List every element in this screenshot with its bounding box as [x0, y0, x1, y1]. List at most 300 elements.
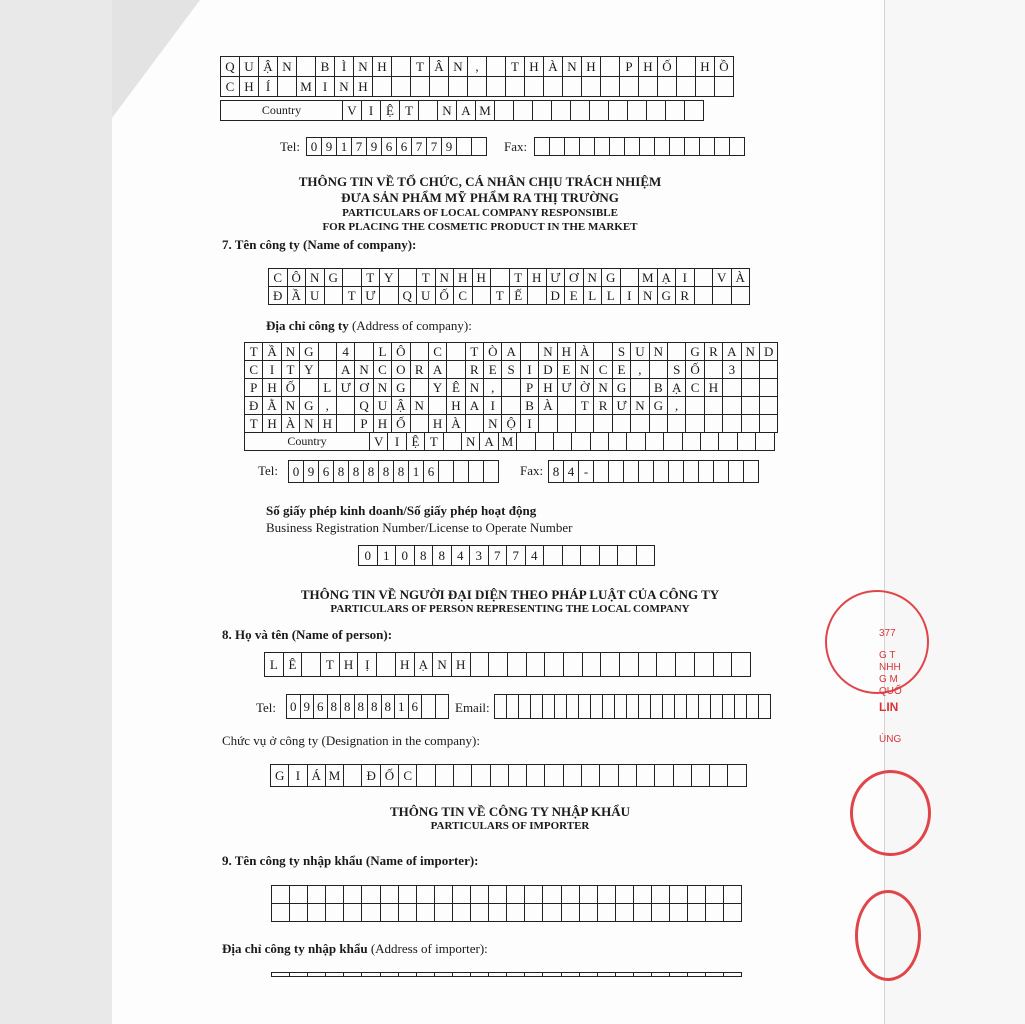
next-page-edge — [879, 0, 1025, 1024]
char-box — [723, 695, 735, 719]
char-box: H — [473, 269, 492, 287]
char-box — [411, 379, 429, 397]
person-tel-label: Tel: — [256, 700, 277, 715]
char-box: I — [362, 101, 381, 121]
char-box: 6 — [397, 138, 412, 156]
importer-name-grid — [271, 885, 742, 922]
char-box: H — [340, 653, 359, 677]
char-box: Ậ — [392, 397, 410, 415]
char-box: H — [263, 415, 281, 433]
company-tel-grid — [288, 460, 499, 483]
char-box — [601, 653, 620, 677]
char-box — [714, 461, 729, 483]
char-box: I — [621, 287, 640, 305]
char-box: 8 — [379, 461, 394, 483]
char-box: H — [240, 77, 259, 97]
char-box: 1 — [378, 546, 397, 566]
char-box: H — [539, 379, 557, 397]
char-box — [732, 653, 751, 677]
char-box — [742, 415, 760, 433]
char-box: N — [411, 397, 429, 415]
char-box: S — [613, 343, 631, 361]
char-box: Ư — [547, 269, 566, 287]
char-box: N — [484, 415, 502, 433]
char-box: 1 — [409, 461, 424, 483]
char-box: Á — [308, 765, 326, 787]
char-box: Ố — [392, 415, 410, 433]
char-box: V — [370, 433, 388, 451]
char-box: C — [221, 77, 240, 97]
char-box — [705, 361, 723, 379]
char-box: Đ — [269, 287, 288, 305]
char-box — [696, 77, 715, 97]
char-box — [714, 653, 733, 677]
char-box: H — [528, 269, 547, 287]
char-box: T — [510, 269, 529, 287]
char-box — [435, 904, 453, 922]
char-box — [507, 695, 519, 719]
stamp-text-5: QUỐ — [879, 686, 902, 697]
char-box — [272, 973, 290, 977]
char-box — [627, 695, 639, 719]
char-box — [658, 77, 677, 97]
char-box — [521, 343, 539, 361]
char-box — [674, 765, 692, 787]
char-box — [453, 973, 471, 977]
char-box: T — [245, 415, 263, 433]
char-box — [756, 433, 774, 451]
char-box: Ệ — [381, 101, 400, 121]
char-box — [325, 287, 344, 305]
char-box: Â — [430, 57, 449, 77]
char-box — [507, 886, 525, 904]
char-box — [685, 138, 700, 156]
char-box — [634, 904, 652, 922]
char-box — [652, 904, 670, 922]
char-box — [525, 886, 543, 904]
char-box — [580, 138, 595, 156]
char-box — [489, 886, 507, 904]
char-box — [308, 904, 326, 922]
char-box: 4 — [564, 461, 579, 483]
char-box: 0 — [359, 546, 378, 566]
char-box — [411, 343, 429, 361]
char-box — [487, 77, 506, 97]
section-importer-title-en: PARTICULARS OF IMPORTER — [430, 820, 590, 832]
char-box — [484, 461, 499, 483]
char-box — [469, 461, 484, 483]
char-box: I — [521, 361, 539, 379]
char-box: L — [584, 287, 603, 305]
char-box — [650, 361, 668, 379]
char-box: Ố — [282, 379, 300, 397]
char-box: 8 — [415, 546, 434, 566]
char-box — [670, 886, 688, 904]
char-box: 9 — [304, 461, 319, 483]
char-box — [759, 695, 771, 719]
char-box — [527, 653, 546, 677]
char-box: 7 — [352, 138, 367, 156]
company-name-grid — [268, 268, 750, 305]
char-box: Đ — [245, 397, 263, 415]
char-box — [700, 138, 715, 156]
char-box: B — [650, 379, 668, 397]
char-box — [567, 695, 579, 719]
char-box: 0 — [289, 461, 304, 483]
char-box — [595, 138, 610, 156]
char-box: Ư — [613, 397, 631, 415]
char-box: U — [306, 287, 325, 305]
char-box — [417, 904, 435, 922]
char-box: Ố — [381, 765, 399, 787]
char-box: S — [668, 361, 686, 379]
partial-stamp-bottom — [855, 890, 921, 981]
char-box: 1 — [337, 138, 352, 156]
char-box — [670, 973, 688, 977]
char-box: Y — [300, 361, 318, 379]
char-box — [399, 904, 417, 922]
char-box: C — [454, 287, 473, 305]
char-box: N — [563, 57, 582, 77]
char-box: G — [300, 397, 318, 415]
char-box — [392, 77, 411, 97]
char-box — [319, 361, 337, 379]
char-box: À — [732, 269, 751, 287]
char-box — [362, 904, 380, 922]
char-box: T — [245, 343, 263, 361]
char-box: 0 — [396, 546, 415, 566]
folded-corner — [112, 0, 200, 118]
char-box — [654, 461, 669, 483]
char-box: Ộ — [502, 415, 520, 433]
char-box — [598, 904, 616, 922]
char-box — [666, 101, 685, 121]
char-box: L — [602, 287, 621, 305]
char-box — [732, 287, 751, 305]
char-box — [422, 695, 436, 719]
char-box: C — [374, 361, 392, 379]
fax-label: Fax: — [504, 139, 528, 154]
char-box — [502, 397, 520, 415]
char-box — [580, 886, 598, 904]
char-box — [319, 343, 337, 361]
char-box — [562, 886, 580, 904]
char-box — [544, 546, 563, 566]
char-box — [552, 101, 571, 121]
char-box: 4 — [452, 546, 471, 566]
char-box: , — [319, 397, 337, 415]
char-box — [563, 546, 582, 566]
license-label-en: Business Registration Number/License to Operate Number — [266, 520, 573, 535]
char-box — [581, 546, 600, 566]
char-box — [663, 695, 675, 719]
char-box — [590, 101, 609, 121]
char-box: 8 — [433, 546, 452, 566]
country-grid-top — [220, 100, 704, 121]
char-box — [742, 361, 760, 379]
char-box — [509, 765, 527, 787]
char-box — [466, 415, 484, 433]
char-box: N — [576, 361, 594, 379]
char-box — [525, 973, 543, 977]
char-box: 6 — [319, 461, 334, 483]
char-box — [531, 695, 543, 719]
char-box — [639, 695, 651, 719]
char-box: 9 — [322, 138, 337, 156]
char-box — [436, 695, 450, 719]
char-box: T — [417, 269, 436, 287]
char-box: P — [245, 379, 263, 397]
char-box — [706, 886, 724, 904]
char-box — [337, 415, 355, 433]
char-box — [472, 138, 487, 156]
char-box: Ố — [658, 57, 677, 77]
char-box: Ố — [436, 287, 455, 305]
char-box — [730, 138, 745, 156]
char-box — [719, 433, 737, 451]
char-box — [545, 765, 563, 787]
char-box: L — [374, 343, 392, 361]
char-box — [639, 461, 654, 483]
char-box — [695, 269, 714, 287]
char-box: Ố — [686, 361, 704, 379]
char-box: H — [558, 343, 576, 361]
char-box — [558, 397, 576, 415]
char-box — [472, 765, 490, 787]
char-box — [688, 904, 706, 922]
char-box: 3 — [470, 546, 489, 566]
stamp-text-3: NHH — [879, 662, 901, 673]
partial-stamp-top — [825, 590, 929, 694]
char-box: H — [639, 57, 658, 77]
char-box — [290, 973, 308, 977]
char-box: C — [594, 361, 612, 379]
char-box: B — [316, 57, 335, 77]
char-box — [723, 397, 741, 415]
char-box — [603, 695, 615, 719]
char-box — [453, 886, 471, 904]
char-box — [447, 343, 465, 361]
char-box: G — [686, 343, 704, 361]
char-box — [664, 433, 682, 451]
char-box — [495, 101, 514, 121]
company-country-grid — [244, 432, 775, 451]
char-box: T — [411, 57, 430, 77]
char-box — [742, 379, 760, 397]
char-box: N — [539, 343, 557, 361]
char-box — [631, 415, 649, 433]
char-box — [514, 101, 533, 121]
char-box: R — [676, 287, 695, 305]
char-box — [637, 546, 656, 566]
char-box — [543, 886, 561, 904]
char-box — [688, 886, 706, 904]
char-box: M — [297, 77, 316, 97]
char-box — [706, 904, 724, 922]
char-box — [601, 57, 620, 77]
char-box — [562, 904, 580, 922]
char-box: N — [438, 101, 457, 121]
char-box: Ư — [362, 287, 381, 305]
char-box: 8 — [341, 695, 355, 719]
char-box: G — [300, 343, 318, 361]
char-box: M — [326, 765, 344, 787]
stamp-text-2: G T — [879, 650, 896, 661]
char-box — [435, 973, 453, 977]
char-box — [685, 101, 704, 121]
char-box: C — [245, 361, 263, 379]
char-box: T — [362, 269, 381, 287]
char-box: N — [335, 77, 354, 97]
char-box — [598, 886, 616, 904]
char-box: 8 — [549, 461, 564, 483]
char-box: R — [411, 361, 429, 379]
char-box: H — [263, 379, 281, 397]
char-box: 8 — [368, 695, 382, 719]
importer-address-label — [222, 941, 488, 957]
char-box: P — [521, 379, 539, 397]
char-box — [742, 397, 760, 415]
char-box — [675, 695, 687, 719]
char-box — [525, 904, 543, 922]
char-box — [598, 973, 616, 977]
char-box: 7 — [412, 138, 427, 156]
char-box — [344, 973, 362, 977]
char-box: 0 — [307, 138, 322, 156]
char-box: I — [388, 433, 406, 451]
char-box — [564, 653, 583, 677]
char-box — [543, 973, 561, 977]
char-box — [640, 138, 655, 156]
char-box: A — [466, 397, 484, 415]
char-box: A — [429, 361, 447, 379]
license-grid — [358, 545, 655, 566]
char-box — [705, 397, 723, 415]
char-box — [677, 77, 696, 97]
char-box — [582, 77, 601, 97]
char-box — [528, 287, 547, 305]
char-box — [571, 101, 590, 121]
char-box — [411, 415, 429, 433]
char-box: 4 — [526, 546, 545, 566]
char-box: L — [319, 379, 337, 397]
char-box — [621, 269, 640, 287]
char-box — [489, 973, 507, 977]
char-box: 8 — [394, 461, 409, 483]
char-box — [616, 973, 634, 977]
char-box: U — [374, 397, 392, 415]
char-box — [705, 415, 723, 433]
char-box — [337, 397, 355, 415]
char-box — [399, 886, 417, 904]
char-box: N — [639, 287, 658, 305]
char-box: T — [576, 397, 594, 415]
char-box: N — [594, 379, 612, 397]
char-box — [647, 101, 666, 121]
char-box: À — [282, 415, 300, 433]
char-box — [686, 397, 704, 415]
char-box — [609, 461, 624, 483]
char-box — [616, 886, 634, 904]
char-box: H — [373, 57, 392, 77]
char-box — [489, 653, 508, 677]
char-box: Ầ — [288, 287, 307, 305]
char-box: Ơ — [565, 269, 584, 287]
char-box: R — [594, 397, 612, 415]
char-box: H — [696, 57, 715, 77]
char-box: 8 — [349, 461, 364, 483]
char-box — [507, 904, 525, 922]
char-box — [711, 695, 723, 719]
char-box — [594, 343, 612, 361]
char-box — [646, 433, 664, 451]
char-box: T — [321, 653, 340, 677]
address-label-vn: Địa chỉ công ty — [266, 318, 349, 333]
char-box — [392, 57, 411, 77]
char-box: Ư — [558, 379, 576, 397]
char-box — [272, 886, 290, 904]
company-address-grid — [244, 342, 778, 433]
char-box: A — [337, 361, 355, 379]
char-box — [657, 653, 676, 677]
char-box: 8 — [364, 461, 379, 483]
char-box: I — [263, 361, 281, 379]
char-box — [399, 973, 417, 977]
char-box — [615, 695, 627, 719]
char-box: , — [668, 397, 686, 415]
char-box: À — [447, 415, 465, 433]
char-box — [655, 138, 670, 156]
importer-address-label-vn: Địa chỉ công ty nhập khẩu — [222, 941, 368, 956]
char-box — [738, 433, 756, 451]
char-box — [728, 765, 746, 787]
char-box — [634, 886, 652, 904]
char-box: H — [582, 57, 601, 77]
char-box: , — [468, 57, 487, 77]
char-box — [527, 765, 545, 787]
char-box — [344, 765, 362, 787]
tel-grid — [306, 137, 487, 156]
char-box — [724, 904, 742, 922]
char-box — [760, 379, 778, 397]
char-box: Ò — [484, 343, 502, 361]
char-box — [609, 101, 628, 121]
char-box: D — [760, 343, 778, 361]
char-box: N — [354, 57, 373, 77]
char-box — [686, 415, 704, 433]
partial-stamp-middle — [850, 770, 931, 856]
char-box: N — [650, 343, 668, 361]
char-box — [616, 904, 634, 922]
char-box — [652, 886, 670, 904]
char-box — [495, 695, 507, 719]
char-box — [639, 653, 658, 677]
char-box: C — [429, 343, 447, 361]
char-box — [692, 765, 710, 787]
char-box — [435, 886, 453, 904]
char-box: Ế — [510, 287, 529, 305]
char-box — [554, 433, 572, 451]
char-box: Ư — [337, 379, 355, 397]
char-box: - — [579, 461, 594, 483]
char-box — [625, 138, 640, 156]
char-box — [670, 904, 688, 922]
char-box — [449, 77, 468, 97]
char-box: 7 — [489, 546, 508, 566]
char-box — [487, 57, 506, 77]
char-box — [652, 973, 670, 977]
char-box: Q — [399, 287, 418, 305]
